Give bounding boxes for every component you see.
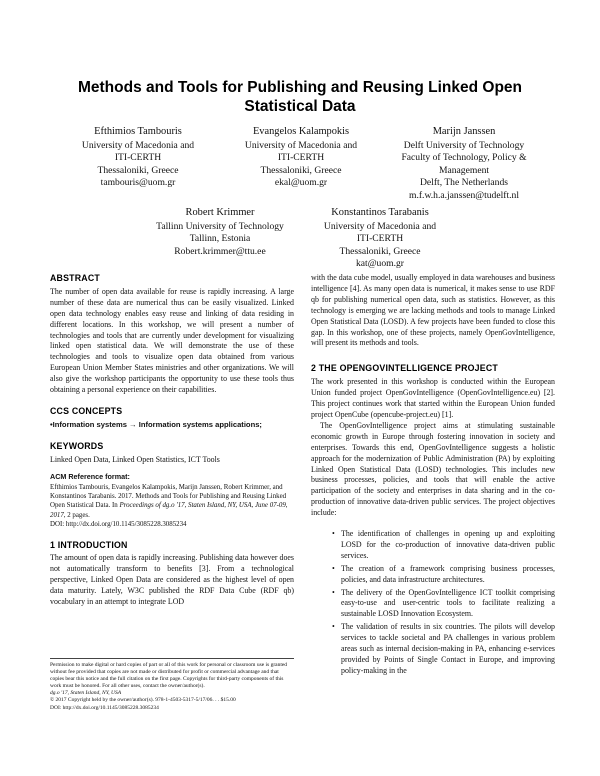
list-item — [311, 529, 555, 562]
abstract-heading: ABSTRACT — [50, 273, 100, 283]
author-location: Thessaloniki, Greece — [339, 245, 421, 257]
author-affiliation: Tallinn University of Technology — [156, 220, 284, 232]
author-email[interactable]: Robert.krimmer@ttu.ee — [174, 245, 266, 257]
author-block — [221, 126, 381, 190]
acm-reference-pages: 2 pages. — [65, 511, 90, 519]
author-location: Thessaloniki, Greece — [97, 164, 179, 176]
footnote-venue: dg.o '17, Staten Island, NY, USA — [50, 690, 122, 697]
keywords-heading: KEYWORDS — [50, 440, 104, 451]
author-name: Evangelos Kalampokis — [252, 126, 350, 137]
title-line-2: Statistical Data — [244, 98, 356, 115]
bullet-icon: • — [332, 622, 335, 632]
footnote-copyright: © 2017 Copyright held by the owner/author(s). 978-1-4503-5317-5/17/06. . . $15.00 — [50, 697, 236, 704]
objective-text: The delivery of the OpenGovIntelligence ICT toolkit comprising easy-to-use and user-centric tools to facilitate realizing a sustainable LOSD Innovation Ecosystem. — [341, 587, 555, 619]
author-block — [381, 126, 547, 203]
list-item — [311, 622, 555, 677]
project-objectives-list — [311, 529, 555, 677]
acm-reference-doi[interactable]: DOI: http://dx.doi.org/10.1145/3085228.3085234 — [50, 521, 187, 529]
author-affiliation: Delft University of Technology — [403, 139, 525, 151]
ccs-text: •Information systems → Information systems applications; — [50, 419, 262, 429]
introduction-heading: 1 INTRODUCTION — [50, 539, 128, 550]
author-location: Thessaloniki, Greece — [260, 164, 342, 176]
bullet-icon: • — [332, 563, 335, 573]
abstract-text: The number of open data available for reuse is rapidly increasing. A large number of these data are numerical thus can be easily visualized. Linked open data technology enables easy reuse and linking of data residing in different locations. In this workshop, we will present a number of technologies and tools that are currently under development for visualizing linked open statistical data. We will demonstrate the use of these technologies and tools to visualize open data obtained from various European Union Member States ministries and other organizations. We will also give the workshop participants the opportunity to use these tools thus obtaining a personal experience on their capabilities. — [50, 286, 294, 395]
list-item — [311, 564, 555, 586]
acm-reference-text — [50, 483, 294, 521]
list-item — [311, 588, 555, 621]
section-2-paragraph-2: The OpenGovIntelligence project aims at stimulating sustainable economic growth in Europe through fostering innovation in society and enterprises. Towards this end, OpenGovIntelligence suggests a holistic approach for the modernization of Public Administration (PA) by exploiting Linked Open Statistical Data (LOSD) technologies. This includes new business processes, policies, and tools that will enable the active participation of the society and enterprises in data sharing and in the co-production of innovative data-driven public services. The project objectives include: — [311, 420, 555, 518]
author-email[interactable]: kat@uom.gr — [355, 258, 404, 270]
copyright-footnote — [50, 658, 294, 712]
paper-title — [40, 78, 560, 116]
author-affiliation: Management — [438, 164, 490, 176]
author-location: Delft, The Netherlands — [419, 177, 508, 189]
author-email[interactable]: tambouris@uom.gr — [100, 177, 176, 189]
author-name: Efthimios Tambouris — [94, 126, 182, 137]
objective-text: The creation of a framework comprising business processes, policies, and data infrastructure architectures. — [341, 563, 555, 584]
author-affiliation: ITI-CERTH — [356, 233, 404, 245]
author-email[interactable]: ekal@uom.gr — [274, 177, 328, 189]
right-column — [311, 273, 555, 679]
author-affiliation: ITI-CERTH — [114, 152, 162, 164]
bullet-icon: • — [332, 587, 335, 597]
acm-reference-authors: Efthimios Tambouris, Evangelos Kalampokis, Marijn Janssen, Robert Krimmer, and Konstantinos Tarabanis. 2017. Methods and Tools for Publishing and Reusing Linked Open Statistical Data. In — [50, 483, 287, 510]
section-2-paragraph-1: The work presented in this workshop is conducted within the European Union funded project OpenGovIntelligence (OpenGovIntelligence.eu) [2]. This project continues work that started within the European Union funded project OpenCube (opencube-project.eu) [1]. — [311, 377, 555, 419]
author-name: Robert Krimmer — [185, 207, 255, 218]
author-block — [58, 126, 218, 190]
author-affiliation: ITI-CERTH — [277, 152, 325, 164]
introduction-continued: with the data cube model, usually employed in data warehouses and business intelligence [4]. As many open data is numerical, it makes sense to use RDF qb for publishing numerical open data, such as statistics. However, as this technology is emerging we are lacking methods and tools to manage Linked Open Statistical Data (LOSD). A few projects have been funded to close this gap. In this workshop, one of these projects, namely OpenGovIntelligence, will present its methods and tools. — [311, 273, 555, 348]
author-block — [140, 207, 300, 258]
objective-text: The validation of results in six countries. The pilots will develop services to tackle societal and PA challenges in various problem areas such as internal decision-making in PA, enhancing e-services provided by Points of Single Contact in Europe, and improving policy-making in the — [341, 622, 555, 675]
footnote-doi[interactable]: DOI: http://dx.doi.org/10.1145/3085228.3085234 — [50, 704, 159, 711]
author-affiliation: University of Macedonia and — [244, 139, 358, 151]
ccs-heading: CCS CONCEPTS — [50, 405, 123, 416]
author-block — [300, 207, 460, 271]
section-2-heading: 2 THE OPENGOVINTELLIGENCE PROJECT — [311, 363, 498, 374]
author-email[interactable]: m.f.w.h.a.janssen@tudelft.nl — [409, 189, 519, 201]
bullet-icon: • — [332, 529, 335, 539]
author-affiliation: Faculty of Technology, Policy & — [401, 152, 527, 164]
author-name: Marijn Janssen — [432, 126, 496, 137]
author-location: Tallinn, Estonia — [189, 233, 251, 245]
author-name: Konstantinos Tarabanis — [331, 207, 429, 218]
left-column — [50, 273, 294, 608]
acm-reference-venue: Proceedings of dg.o '17, Staten Island, NY, USA, June 07-09, 2017, — [50, 502, 288, 519]
author-affiliation: University of Macedonia and — [81, 139, 195, 151]
permission-notice: Permission to make digital or hard copies of part or all of this work for personal or classroom use is granted without fee provided that copies are not made or distributed for profit or commercial advantage and that copies bear this notice and the full citation on the first page. Copyrights for third-party components of this work must be honored. For all other uses, contact the owner/author(s). — [50, 662, 288, 690]
author-affiliation: University of Macedonia and — [323, 220, 437, 232]
title-line-1: Methods and Tools for Publishing and Reusing Linked Open — [77, 79, 523, 96]
introduction-text: The amount of open data is rapidly increasing. Publishing data however does not automatically transform to benefits [3]. From a technological perspective, Linked Open Data are considered as the highest level of open data maturity. Lately, W3C published the RDF Data Cube (RDF qb) vocabulary in an attempt to integrate LOD — [50, 553, 294, 607]
objective-text: The identification of challenges in opening up and exploiting LOSD for the co-production of innovative data-driven public services. — [341, 529, 555, 560]
keywords-text: Linked Open Data, Linked Open Statistics, ICT Tools — [50, 454, 220, 464]
acm-reference-heading: ACM Reference format: — [50, 471, 130, 481]
